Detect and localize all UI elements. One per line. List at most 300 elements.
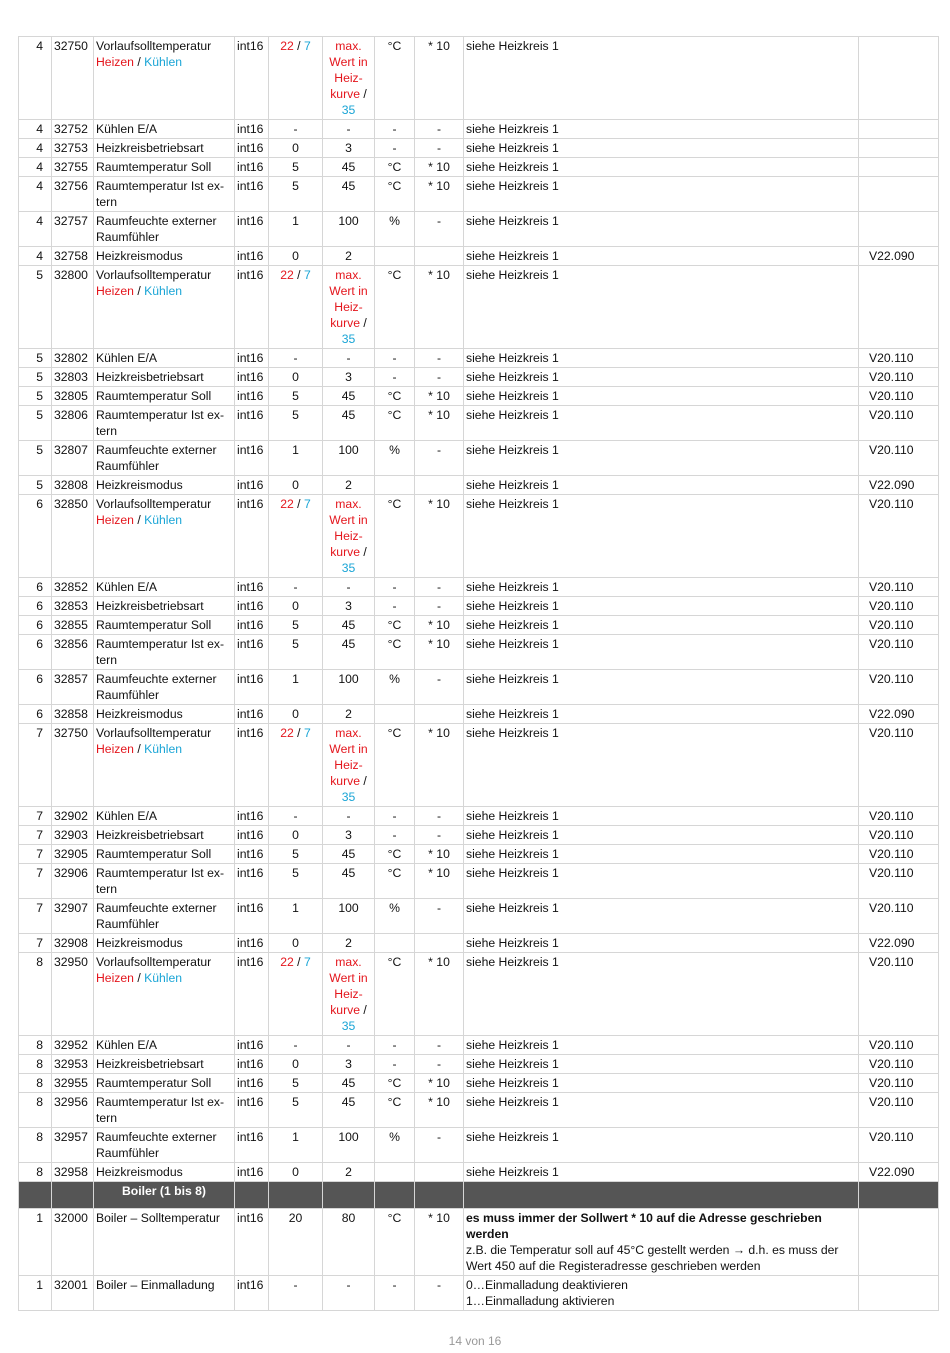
table-row xyxy=(19,864,939,899)
parameter-name: Raumfeuchte externer Raumfühler xyxy=(96,214,217,244)
section-cell xyxy=(464,1182,859,1209)
register-address-cell: 32753 xyxy=(52,139,94,158)
description-cell: siehe Heizkreis 1 xyxy=(464,368,859,387)
circuit-number-cell: 8 xyxy=(19,1036,52,1055)
table-row xyxy=(19,1055,939,1074)
data-type-cell: int16 xyxy=(235,1276,269,1311)
unit-cell: °C xyxy=(375,177,415,212)
table-row xyxy=(19,1074,939,1093)
table-row xyxy=(19,1276,939,1311)
data-type-cell: int16 xyxy=(235,705,269,724)
description-line: 1…Einmalladung aktivieren xyxy=(466,1294,615,1308)
parameter-name-cell xyxy=(94,406,235,441)
min-value-cell: 5 xyxy=(269,158,323,177)
register-address-cell: 32953 xyxy=(52,1055,94,1074)
data-type-cell: int16 xyxy=(235,724,269,807)
max-heat-text: kurve xyxy=(330,316,361,330)
data-type-cell: int16 xyxy=(235,899,269,934)
unit-cell: - xyxy=(375,139,415,158)
table-row xyxy=(19,247,939,266)
register-address-cell: 32805 xyxy=(52,387,94,406)
factor-cell: * 10 xyxy=(415,1093,464,1128)
circuit-number-cell: 7 xyxy=(19,934,52,953)
factor-cell: * 10 xyxy=(415,406,464,441)
factor-cell xyxy=(415,247,464,266)
data-type-cell: int16 xyxy=(235,807,269,826)
section-cell xyxy=(19,1182,52,1209)
circuit-number-cell: 6 xyxy=(19,495,52,578)
section-cell xyxy=(375,1182,415,1209)
parameter-name-cell xyxy=(94,953,235,1036)
min-value-cell: 5 xyxy=(269,845,323,864)
circuit-number-cell: 4 xyxy=(19,212,52,247)
register-address-cell: 32957 xyxy=(52,1128,94,1163)
factor-cell: - xyxy=(415,1276,464,1311)
max-value-cell: 100 xyxy=(323,1128,375,1163)
register-address-cell: 32750 xyxy=(52,37,94,120)
parameter-name: Raumfeuchte externer Raumfühler xyxy=(96,901,217,931)
version-cell xyxy=(859,212,939,247)
circuit-number-cell: 4 xyxy=(19,120,52,139)
max-value-cell: - xyxy=(323,1036,375,1055)
table-row xyxy=(19,807,939,826)
register-address-cell: 32757 xyxy=(52,212,94,247)
parameter-name: Heizkreismodus xyxy=(96,249,183,263)
min-heat-value: 22 xyxy=(280,39,294,53)
max-separator: / xyxy=(360,316,367,330)
factor-cell xyxy=(415,705,464,724)
max-value-cell xyxy=(323,495,375,578)
description-cell: siehe Heizkreis 1 xyxy=(464,476,859,495)
mode-separator: / xyxy=(133,284,145,298)
section-cell xyxy=(235,1182,269,1209)
min-value-cell: 1 xyxy=(269,899,323,934)
parameter-name-cell xyxy=(94,724,235,807)
parameter-name: Raumfeuchte externer Raumfühler xyxy=(96,1130,217,1160)
data-type-cell: int16 xyxy=(235,1209,269,1276)
min-heat-value: 22 xyxy=(280,955,294,969)
version-cell: V20.110 xyxy=(859,864,939,899)
description-cell: siehe Heizkreis 1 xyxy=(464,1055,859,1074)
min-value-cell: 0 xyxy=(269,826,323,845)
register-address-cell: 32850 xyxy=(52,495,94,578)
parameter-name-cell xyxy=(94,368,235,387)
data-type-cell: int16 xyxy=(235,476,269,495)
max-heat-text: Wert in xyxy=(329,513,368,527)
factor-cell: * 10 xyxy=(415,158,464,177)
parameter-name: Heizkreismodus xyxy=(96,1165,183,1179)
circuit-number-cell: 5 xyxy=(19,406,52,441)
data-type-cell: int16 xyxy=(235,158,269,177)
parameter-name: Heizkreisbetriebsart xyxy=(96,141,204,155)
description-note: es muss immer der Sollwert * 10 auf die Adresse geschrieben werden xyxy=(466,1211,822,1241)
factor-cell: * 10 xyxy=(415,387,464,406)
parameter-name-cell xyxy=(94,177,235,212)
max-heat-text: Wert in xyxy=(329,55,368,69)
mode-labels xyxy=(96,283,232,299)
max-heat-text: kurve xyxy=(330,87,361,101)
parameter-name-cell xyxy=(94,476,235,495)
version-cell: V20.110 xyxy=(859,406,939,441)
description-line: 0…Einmalladung deaktivieren xyxy=(466,1278,628,1292)
version-cell: V22.090 xyxy=(859,476,939,495)
version-cell: V22.090 xyxy=(859,934,939,953)
parameter-name-cell xyxy=(94,158,235,177)
max-heat-text: Wert in xyxy=(329,971,368,985)
register-table xyxy=(18,36,939,1311)
mode-labels xyxy=(96,54,232,70)
min-value-cell: 0 xyxy=(269,247,323,266)
min-value-cell: 1 xyxy=(269,212,323,247)
factor-cell: - xyxy=(415,826,464,845)
factor-cell: - xyxy=(415,597,464,616)
version-cell: V20.110 xyxy=(859,1074,939,1093)
max-heat-text: Heiz- xyxy=(334,71,363,85)
unit-cell: % xyxy=(375,670,415,705)
description-cell: siehe Heizkreis 1 xyxy=(464,845,859,864)
min-value-cell xyxy=(269,724,323,807)
circuit-number-cell: 4 xyxy=(19,37,52,120)
min-value-cell: - xyxy=(269,578,323,597)
version-cell: V20.110 xyxy=(859,387,939,406)
register-table-body xyxy=(19,37,939,1311)
unit-cell: - xyxy=(375,120,415,139)
circuit-number-cell: 8 xyxy=(19,1163,52,1182)
data-type-cell: int16 xyxy=(235,953,269,1036)
parameter-name-cell xyxy=(94,845,235,864)
description-cell: siehe Heizkreis 1 xyxy=(464,934,859,953)
description-cell: siehe Heizkreis 1 xyxy=(464,899,859,934)
unit-cell: % xyxy=(375,899,415,934)
max-value-cell xyxy=(323,266,375,349)
register-address-cell: 32853 xyxy=(52,597,94,616)
table-row xyxy=(19,212,939,247)
description-cell: siehe Heizkreis 1 xyxy=(464,441,859,476)
mode-labels xyxy=(96,970,232,986)
max-value-cell: 3 xyxy=(323,597,375,616)
min-value-cell: - xyxy=(269,1036,323,1055)
max-heat-text: kurve xyxy=(330,545,361,559)
factor-cell: - xyxy=(415,120,464,139)
min-cool-value: 7 xyxy=(303,726,311,740)
max-value-cell: 2 xyxy=(323,934,375,953)
description-cell: siehe Heizkreis 1 xyxy=(464,1128,859,1163)
version-cell: V20.110 xyxy=(859,1128,939,1163)
table-row xyxy=(19,724,939,807)
parameter-name: Heizkreisbetriebsart xyxy=(96,828,204,842)
unit-cell: °C xyxy=(375,864,415,899)
description-line: z.B. die Temperatur soll auf 45°C gestellt werden → d.h. es muss der Wert 450 auf die Registeradresse geschrieben werden xyxy=(466,1243,839,1273)
description-cell: siehe Heizkreis 1 xyxy=(464,826,859,845)
parameter-name-cell xyxy=(94,120,235,139)
factor-cell: * 10 xyxy=(415,1209,464,1276)
parameter-name-cell xyxy=(94,635,235,670)
register-address-cell: 32756 xyxy=(52,177,94,212)
max-value-cell: - xyxy=(323,1276,375,1311)
factor-cell: * 10 xyxy=(415,635,464,670)
max-line xyxy=(325,86,372,102)
parameter-name-cell xyxy=(94,826,235,845)
table-row xyxy=(19,1128,939,1163)
version-cell: V20.110 xyxy=(859,724,939,807)
description-cell: siehe Heizkreis 1 xyxy=(464,670,859,705)
table-row xyxy=(19,139,939,158)
max-value-cell: - xyxy=(323,578,375,597)
min-value-cell: 0 xyxy=(269,368,323,387)
unit-cell: °C xyxy=(375,158,415,177)
parameter-name: Vorlaufsolltemperatur xyxy=(96,955,212,969)
parameter-name: Raumfeuchte externer Raumfühler xyxy=(96,443,217,473)
max-value-cell: 3 xyxy=(323,368,375,387)
factor-cell: - xyxy=(415,441,464,476)
min-value-cell: 0 xyxy=(269,1055,323,1074)
version-cell xyxy=(859,177,939,212)
max-value-cell: 45 xyxy=(323,864,375,899)
unit-cell: °C xyxy=(375,1093,415,1128)
parameter-name: Heizkreisbetriebsart xyxy=(96,370,204,384)
max-line xyxy=(325,315,372,331)
mode-separator: / xyxy=(133,971,145,985)
circuit-number-cell: 8 xyxy=(19,1055,52,1074)
unit-cell: - xyxy=(375,807,415,826)
max-value-cell: 2 xyxy=(323,476,375,495)
table-row xyxy=(19,705,939,724)
max-value-cell: 3 xyxy=(323,1055,375,1074)
max-value-cell: 2 xyxy=(323,247,375,266)
factor-cell xyxy=(415,476,464,495)
unit-cell xyxy=(375,1163,415,1182)
max-heat-text: max. xyxy=(335,955,362,969)
parameter-name: Vorlaufsolltemperatur xyxy=(96,726,212,740)
parameter-name-cell xyxy=(94,1074,235,1093)
min-cool-value: 7 xyxy=(303,955,311,969)
section-cell xyxy=(415,1182,464,1209)
min-value-cell: 0 xyxy=(269,1163,323,1182)
parameter-name-cell xyxy=(94,1093,235,1128)
table-row xyxy=(19,406,939,441)
version-cell xyxy=(859,1209,939,1276)
table-row xyxy=(19,635,939,670)
min-value-cell: 5 xyxy=(269,406,323,441)
unit-cell: - xyxy=(375,578,415,597)
register-address-cell: 32856 xyxy=(52,635,94,670)
circuit-number-cell: 5 xyxy=(19,266,52,349)
factor-cell: * 10 xyxy=(415,1074,464,1093)
min-value-cell: 0 xyxy=(269,139,323,158)
mode-labels xyxy=(96,741,232,757)
max-value-cell xyxy=(323,953,375,1036)
parameter-name: Vorlaufsolltemperatur xyxy=(96,497,212,511)
circuit-number-cell: 7 xyxy=(19,899,52,934)
max-heat-text: kurve xyxy=(330,774,361,788)
table-row xyxy=(19,899,939,934)
max-value-cell: 100 xyxy=(323,899,375,934)
parameter-name-cell xyxy=(94,495,235,578)
description-cell: siehe Heizkreis 1 xyxy=(464,864,859,899)
register-address-cell: 32903 xyxy=(52,826,94,845)
data-type-cell: int16 xyxy=(235,247,269,266)
register-address-cell: 32858 xyxy=(52,705,94,724)
max-heat-text: Wert in xyxy=(329,284,368,298)
mode-separator: / xyxy=(133,55,145,69)
table-row xyxy=(19,177,939,212)
factor-cell: * 10 xyxy=(415,845,464,864)
section-cell xyxy=(323,1182,375,1209)
register-address-cell: 32806 xyxy=(52,406,94,441)
max-heat-text: Wert in xyxy=(329,742,368,756)
max-cool-value: 35 xyxy=(341,1019,356,1033)
parameter-name: Vorlaufsolltemperatur xyxy=(96,268,212,282)
unit-cell: °C xyxy=(375,495,415,578)
description-cell: siehe Heizkreis 1 xyxy=(464,120,859,139)
max-value-cell xyxy=(323,37,375,120)
data-type-cell: int16 xyxy=(235,1074,269,1093)
heat-label: Heizen xyxy=(96,971,134,985)
version-cell xyxy=(859,158,939,177)
register-address-cell: 32750 xyxy=(52,724,94,807)
mode-separator: / xyxy=(133,513,145,527)
factor-cell: - xyxy=(415,1036,464,1055)
description-cell: siehe Heizkreis 1 xyxy=(464,1163,859,1182)
description-cell: siehe Heizkreis 1 xyxy=(464,212,859,247)
min-value-cell: 0 xyxy=(269,597,323,616)
version-cell: V22.090 xyxy=(859,705,939,724)
factor-cell: * 10 xyxy=(415,953,464,1036)
page-number: 14 von 16 xyxy=(448,1334,502,1348)
parameter-name-cell xyxy=(94,441,235,476)
max-cool-value: 35 xyxy=(341,790,356,804)
parameter-name: Kühlen E/A xyxy=(96,122,157,136)
data-type-cell: int16 xyxy=(235,1036,269,1055)
min-cool-value: 7 xyxy=(303,39,311,53)
factor-cell: - xyxy=(415,368,464,387)
register-address-cell: 32908 xyxy=(52,934,94,953)
register-address-cell: 32906 xyxy=(52,864,94,899)
circuit-number-cell: 7 xyxy=(19,845,52,864)
table-row xyxy=(19,616,939,635)
max-value-cell: 3 xyxy=(323,826,375,845)
register-address-cell: 32905 xyxy=(52,845,94,864)
factor-cell: * 10 xyxy=(415,864,464,899)
register-address-cell: 32800 xyxy=(52,266,94,349)
max-heat-text: max. xyxy=(335,268,362,282)
table-row xyxy=(19,1036,939,1055)
unit-cell: °C xyxy=(375,1209,415,1276)
circuit-number-cell: 4 xyxy=(19,247,52,266)
heat-label: Heizen xyxy=(96,55,134,69)
parameter-name: Heizkreismodus xyxy=(96,936,183,950)
parameter-name-cell xyxy=(94,139,235,158)
circuit-number-cell: 5 xyxy=(19,368,52,387)
min-separator: / xyxy=(293,39,304,53)
cool-label: Kühlen xyxy=(144,742,183,756)
parameter-name: Kühlen E/A xyxy=(96,1038,157,1052)
description-cell xyxy=(464,1209,859,1276)
mode-separator: / xyxy=(133,742,145,756)
description-cell: siehe Heizkreis 1 xyxy=(464,705,859,724)
section-title: Boiler (1 bis 8) xyxy=(94,1182,235,1209)
max-separator: / xyxy=(360,545,367,559)
factor-cell: - xyxy=(415,578,464,597)
version-cell: V20.110 xyxy=(859,1093,939,1128)
unit-cell: - xyxy=(375,349,415,368)
heat-label: Heizen xyxy=(96,513,134,527)
data-type-cell: int16 xyxy=(235,1163,269,1182)
min-value-cell: 20 xyxy=(269,1209,323,1276)
min-value-cell: 0 xyxy=(269,705,323,724)
data-type-cell: int16 xyxy=(235,368,269,387)
mode-labels xyxy=(96,512,232,528)
min-value-cell: 5 xyxy=(269,616,323,635)
version-cell: V20.110 xyxy=(859,807,939,826)
data-type-cell: int16 xyxy=(235,495,269,578)
table-row xyxy=(19,349,939,368)
factor-cell: * 10 xyxy=(415,724,464,807)
max-value-cell: 100 xyxy=(323,670,375,705)
table-row xyxy=(19,826,939,845)
circuit-number-cell: 6 xyxy=(19,597,52,616)
description-cell: siehe Heizkreis 1 xyxy=(464,139,859,158)
version-cell xyxy=(859,139,939,158)
version-cell: V20.110 xyxy=(859,1036,939,1055)
description-cell: siehe Heizkreis 1 xyxy=(464,616,859,635)
min-value-cell xyxy=(269,37,323,120)
description-cell: siehe Heizkreis 1 xyxy=(464,266,859,349)
data-type-cell: int16 xyxy=(235,635,269,670)
data-type-cell: int16 xyxy=(235,37,269,120)
max-cool-value: 35 xyxy=(341,332,356,346)
section-cell xyxy=(269,1182,323,1209)
data-type-cell: int16 xyxy=(235,266,269,349)
min-separator: / xyxy=(293,268,304,282)
parameter-name: Heizkreisbetriebsart xyxy=(96,599,204,613)
min-value-cell: 5 xyxy=(269,177,323,212)
version-cell: V22.090 xyxy=(859,1163,939,1182)
description-cell: siehe Heizkreis 1 xyxy=(464,635,859,670)
min-heat-value: 22 xyxy=(280,497,294,511)
register-address-cell: 32001 xyxy=(52,1276,94,1311)
data-type-cell: int16 xyxy=(235,826,269,845)
version-cell: V20.110 xyxy=(859,635,939,670)
factor-cell: - xyxy=(415,1055,464,1074)
parameter-name-cell xyxy=(94,37,235,120)
register-address-cell: 32752 xyxy=(52,120,94,139)
factor-cell: - xyxy=(415,1128,464,1163)
register-address-cell: 32802 xyxy=(52,349,94,368)
circuit-number-cell: 6 xyxy=(19,670,52,705)
description-cell: siehe Heizkreis 1 xyxy=(464,387,859,406)
parameter-name: Raumtemperatur Ist ex-tern xyxy=(96,179,225,209)
version-cell xyxy=(859,37,939,120)
min-heat-value: 22 xyxy=(280,268,294,282)
max-value-cell: - xyxy=(323,807,375,826)
factor-cell: - xyxy=(415,139,464,158)
description-cell: siehe Heizkreis 1 xyxy=(464,1036,859,1055)
register-address-cell: 32852 xyxy=(52,578,94,597)
register-address-cell: 32808 xyxy=(52,476,94,495)
circuit-number-cell: 6 xyxy=(19,578,52,597)
max-value-cell: 100 xyxy=(323,441,375,476)
min-value-cell: 0 xyxy=(269,934,323,953)
max-value-cell: 3 xyxy=(323,139,375,158)
register-address-cell: 32952 xyxy=(52,1036,94,1055)
register-address-cell: 32000 xyxy=(52,1209,94,1276)
circuit-number-cell: 6 xyxy=(19,616,52,635)
circuit-number-cell: 8 xyxy=(19,1128,52,1163)
cool-label: Kühlen xyxy=(144,971,183,985)
version-cell: V20.110 xyxy=(859,368,939,387)
min-heat-value: 22 xyxy=(280,726,294,740)
